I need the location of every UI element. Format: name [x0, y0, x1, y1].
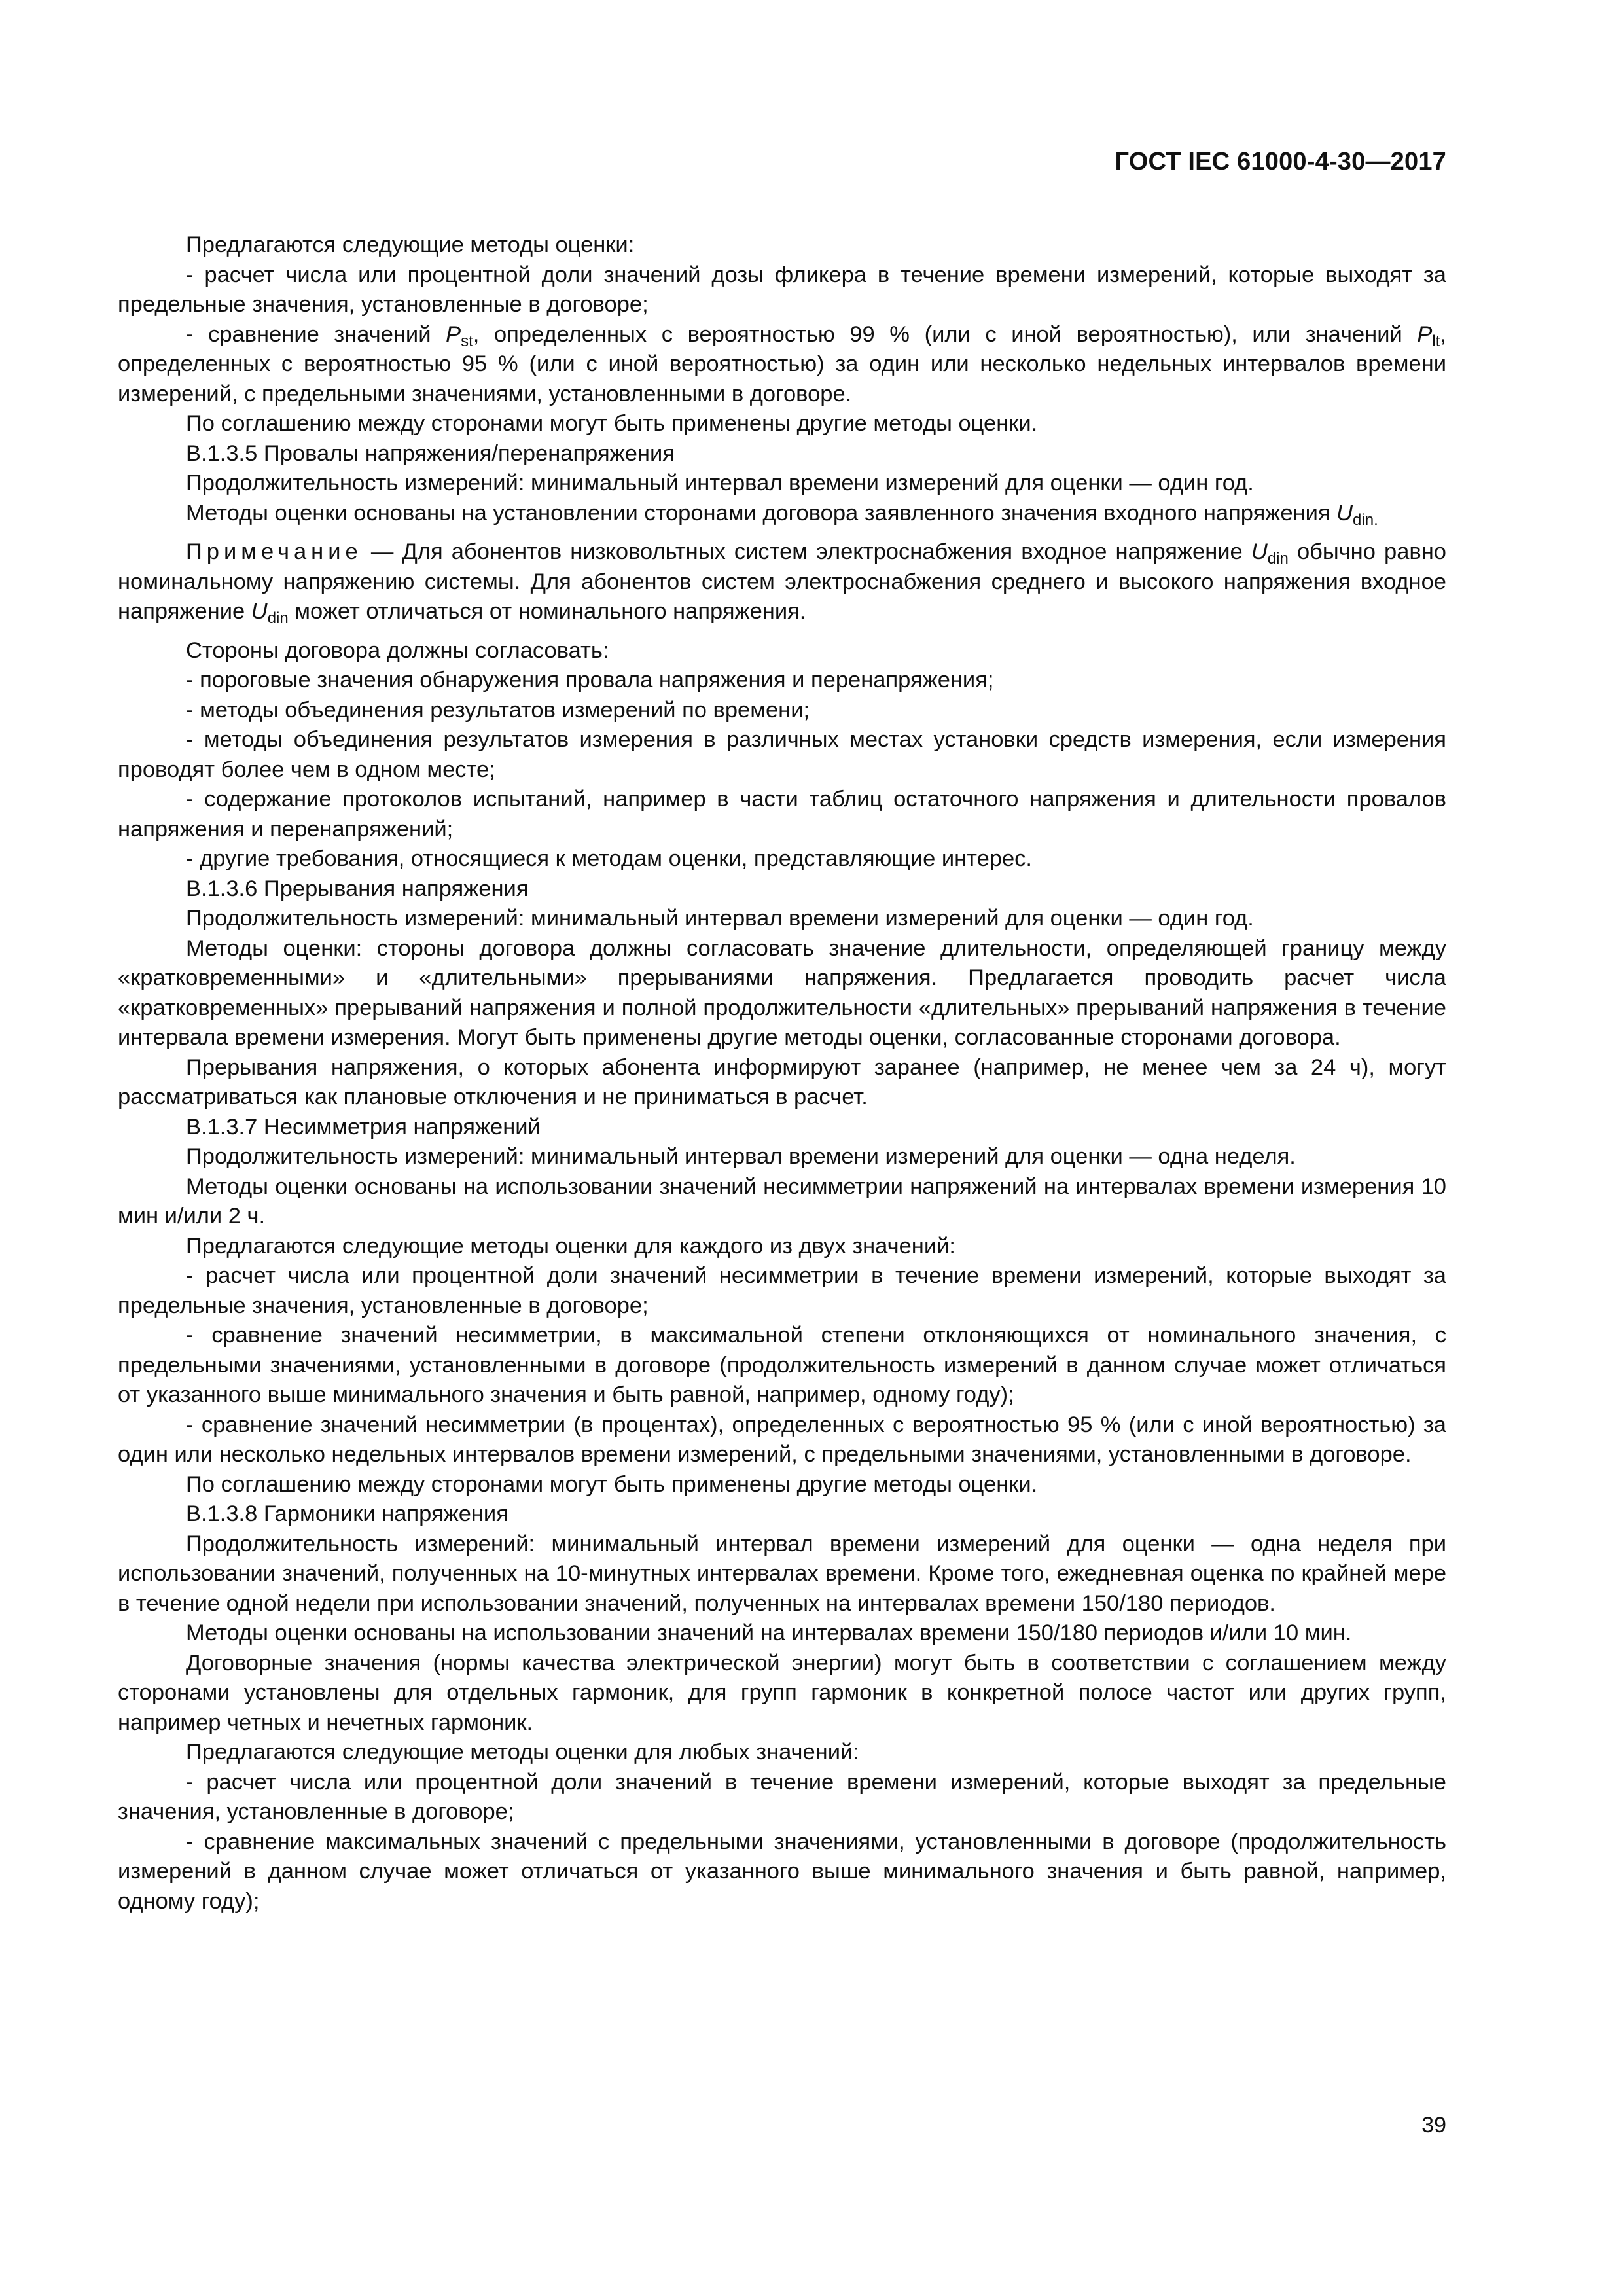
paragraph: Стороны договора должны согласовать: [186, 637, 609, 663]
section-heading: B.1.3.5 Провалы напряжения/перенапряжения [186, 440, 675, 466]
paragraph: Продолжительность измерений: минимальный интервал времени измерений для оценки — одна неделя при использовании значений, полученных на 10-минутных интервалах времени. Кроме того, ежедневная оценка по крайней мере в течение одной недели при использовании значений, полученных на интервалах времени 150/180 периодов. [118, 1531, 1446, 1616]
symbol-u-din: U [251, 599, 268, 624]
paragraph: Методы оценки: стороны договора должны согласовать значение длительности, определяющей границу между «кратковременными» и «длительными» прерываниями напряжения. Предлагается проводить расчет числа «кратковременных» прерываний напряжения и полной продолжительности «длительных» прерываний напряжения в течение интервала времени измерения. Могут быть применены другие методы оценки, согласованные сторонами договора. [118, 935, 1446, 1050]
symbol-u-din: U [1251, 539, 1268, 564]
subscript: din [1267, 550, 1289, 567]
text-span: , определенных с вероятностью 95 % (или с иной вероятностью) за один или несколько недельных интервалов времени измерений, с предельными значениями, установленными в договоре. [118, 321, 1446, 406]
paragraph: Продолжительность измерений: минимальный интервал времени измерений для оценки — одна неделя. [186, 1144, 1296, 1169]
text-span: — Для абонентов низковольтных систем электроснабжения входное напряжение [362, 539, 1251, 564]
note [118, 537, 1446, 627]
paragraph: Предлагаются следующие методы оценки для любых значений: [186, 1740, 859, 1765]
section-heading: B.1.3.7 Несимметрия напряжений [186, 1114, 541, 1139]
text-span: обычно равно номинальному напряжению системы. Для абонентов систем электроснабжения среднего и высокого напряжения входное напряжение [118, 539, 1446, 624]
text-span: - сравнение значений [186, 321, 446, 347]
list-item: - методы объединения результатов измерения в различных местах установки средств измерения, если измерения проводят более чем в одном месте; [118, 727, 1446, 782]
paragraph: Прерывания напряжения, о которых абонента информируют заранее (например, не менее чем за 24 ч), могут рассматриваться как плановые отключения и не приниматься в расчет. [118, 1054, 1446, 1109]
paragraph: Методы оценки основаны на использовании значений несимметрии напряжений на интервалах времени измерения 10 мин и/или 2 ч. [118, 1174, 1446, 1229]
list-item: - расчет числа или процентной доли значений в течение времени измерений, которые выходят за предельные значения, установленные в договоре; [118, 1769, 1446, 1824]
paragraph: Договорные значения (нормы качества электрической энергии) могут быть в соответствии с соглашением между сторонами установлены для отдельных гармоник, для групп гармоник в конкретной полосе частот или других групп, например четных и нечетных гармоник. [118, 1650, 1446, 1735]
paragraph: По соглашению между сторонами могут быть применены другие методы оценки. [186, 411, 1038, 436]
list-item: - расчет числа или процентной доли значений несимметрии в течение времени измерений, которые выходят за предельные значения, установленные в договоре; [118, 1263, 1446, 1318]
text-span: , определенных с вероятностью 99 % (или с иной вероятностью), или значений [473, 321, 1418, 347]
paragraph: Продолжительность измерений: минимальный интервал времени измерений для оценки — один год. [186, 471, 1254, 495]
section-heading: B.1.3.8 Гармоники напряжения [186, 1501, 508, 1526]
page-number: 39 [1421, 2113, 1446, 2138]
paragraph: Продолжительность измерений: минимальный интервал времени измерений для оценки — один год. [186, 906, 1254, 931]
paragraph [118, 499, 1446, 529]
text-span: может отличаться от номинального напряжения. [288, 599, 806, 624]
list-item: - методы объединения результатов измерений по времени; [186, 697, 810, 723]
text-span: Методы оценки основаны на установлении сторонами договора заявленного значения входного напряжения [186, 500, 1337, 526]
symbol-p-lt: P [1417, 321, 1433, 347]
standard-header: ГОСТ IEC 61000-4-30—2017 [1115, 148, 1446, 175]
paragraph: По соглашению между сторонами могут быть применены другие методы оценки. [186, 1471, 1038, 1497]
list-item [118, 320, 1446, 410]
list-item: - расчет числа или процентной доли значений дозы фликера в течение времени измерений, которые выходят за предельные значения, установленные в договоре; [118, 262, 1446, 317]
section-heading: B.1.3.6 Прерывания напряжения [186, 876, 529, 901]
subscript: lt [1432, 332, 1440, 350]
subscript: din. [1353, 511, 1378, 529]
subscript: st [461, 332, 473, 350]
paragraph: Методы оценки основаны на использовании значений на интервалах времени 150/180 периодов и/или 10 мин. [186, 1621, 1352, 1645]
list-item: - сравнение максимальных значений с предельными значениями, установленными в договоре (продолжительность измерений в данном случае может отличаться от указанного выше минимального значения и быть равной, например, одному году); [118, 1829, 1446, 1914]
list-item: - пороговые значения обнаружения провала напряжения и перенапряжения; [186, 668, 994, 692]
subscript: din [267, 609, 289, 627]
list-item: - другие требования, относящиеся к методам оценки, представляющие интерес. [186, 846, 1032, 871]
symbol-u-din: U [1336, 500, 1353, 526]
note-label: Примечание [186, 539, 363, 564]
list-item: - сравнение значений несимметрии (в процентах), определенных с вероятностью 95 % (или с иной вероятностью) за один или несколько недельных интервалов времени измерений, с предельными значениями, установленными в договоре. [118, 1412, 1446, 1467]
paragraph: Предлагаются следующие методы оценки для каждого из двух значений: [186, 1233, 955, 1259]
body-text [118, 230, 1446, 1916]
paragraph: Предлагаются следующие методы оценки: [186, 232, 635, 257]
list-item: - содержание протоколов испытаний, например в части таблиц остаточного напряжения и длительности провалов напряжения и перенапряжений; [118, 787, 1446, 842]
symbol-p-st: P [446, 321, 461, 347]
list-item: - сравнение значений несимметрии, в максимальной степени отклоняющихся от номинального значения, с предельными значениями, установленными в договоре (продолжительность измерений в данном случае может отличаться от указанного выше минимального значения и быть равной, например, одному году); [118, 1323, 1446, 1407]
